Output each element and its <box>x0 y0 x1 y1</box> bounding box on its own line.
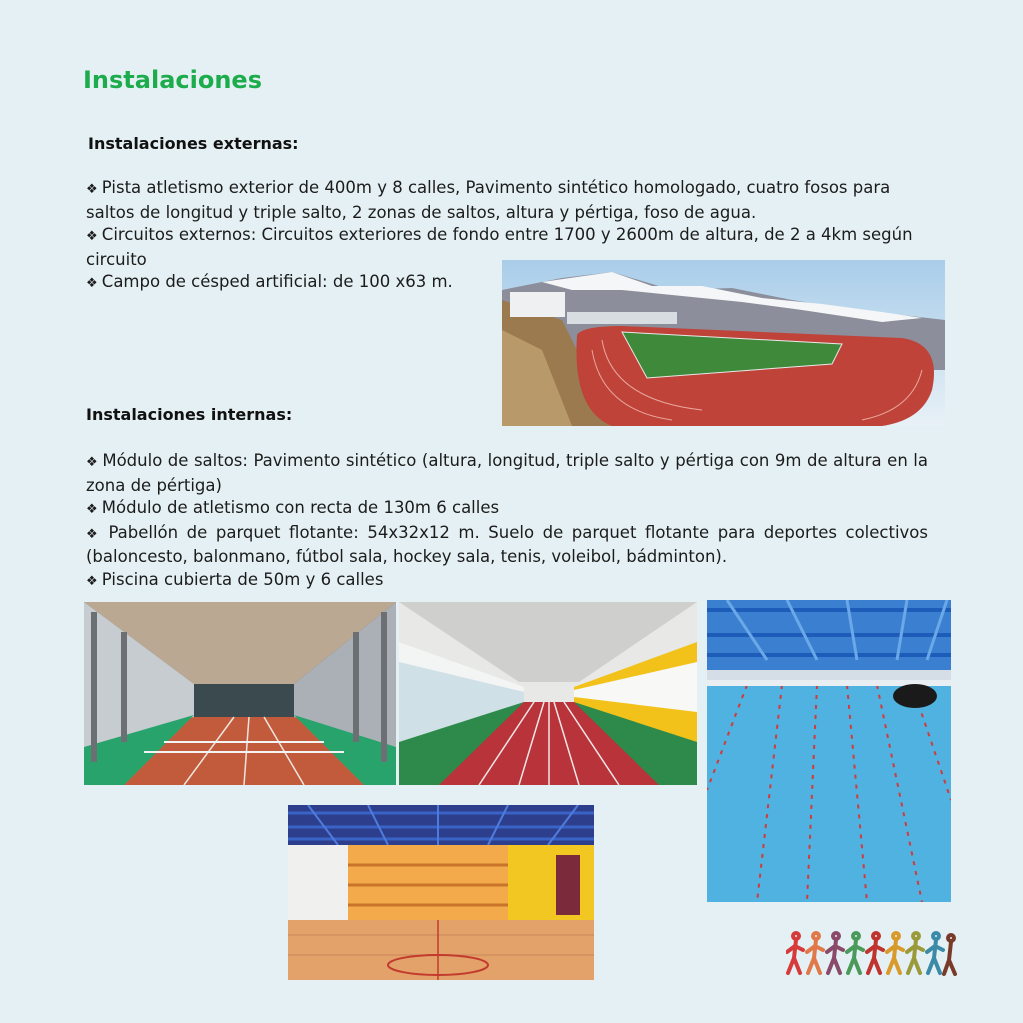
internal-item-pool: ❖ Piscina cubierta de 50m y 6 calles <box>86 569 928 594</box>
internal-item-pavilion: ❖ Pabellón de parquet flotante: 54x32x12 m. Suelo de parquet flotante para deportes colectivos (baloncesto, balonmano, fútbol sala, hockey sala, tenis, voleibol, bádminton). <box>86 522 928 569</box>
external-item-circuits: ❖ Circuitos externos: Circuitos exteriores de fondo entre 1700 y 2600m de altura, de 2 a 4km según circuito <box>86 224 928 271</box>
internal-item-athletics: ❖ Módulo de atletismo con recta de 130m 6 calles <box>86 497 928 522</box>
indoor-track-photo <box>399 602 697 785</box>
runners-logo <box>786 928 958 988</box>
page-title: Instalaciones <box>83 66 262 94</box>
internal-item-jumps: ❖ Módulo de saltos: Pavimento sintético (altura, longitud, triple salto y pértiga con 9m de altura en la zona de pértiga) <box>86 450 928 497</box>
external-item-field: ❖ Campo de césped artificial: de 100 x63 m. <box>86 271 928 296</box>
indoor-hurdles-photo <box>84 602 396 785</box>
external-item-track: ❖ Pista atletismo exterior de 400m y 8 calles, Pavimento sintético homologado, cuatro fosos para saltos de longitud y triple salto, 2 zonas de saltos, altura y pértiga, foso de agua. <box>86 177 928 224</box>
pavilion-photo <box>288 805 594 980</box>
external-heading: Instalaciones externas: <box>88 134 299 153</box>
indoor-pool-photo <box>707 600 951 902</box>
internal-heading: Instalaciones internas: <box>86 405 293 424</box>
internal-list <box>86 450 928 593</box>
outdoor-stadium-photo <box>502 260 945 426</box>
